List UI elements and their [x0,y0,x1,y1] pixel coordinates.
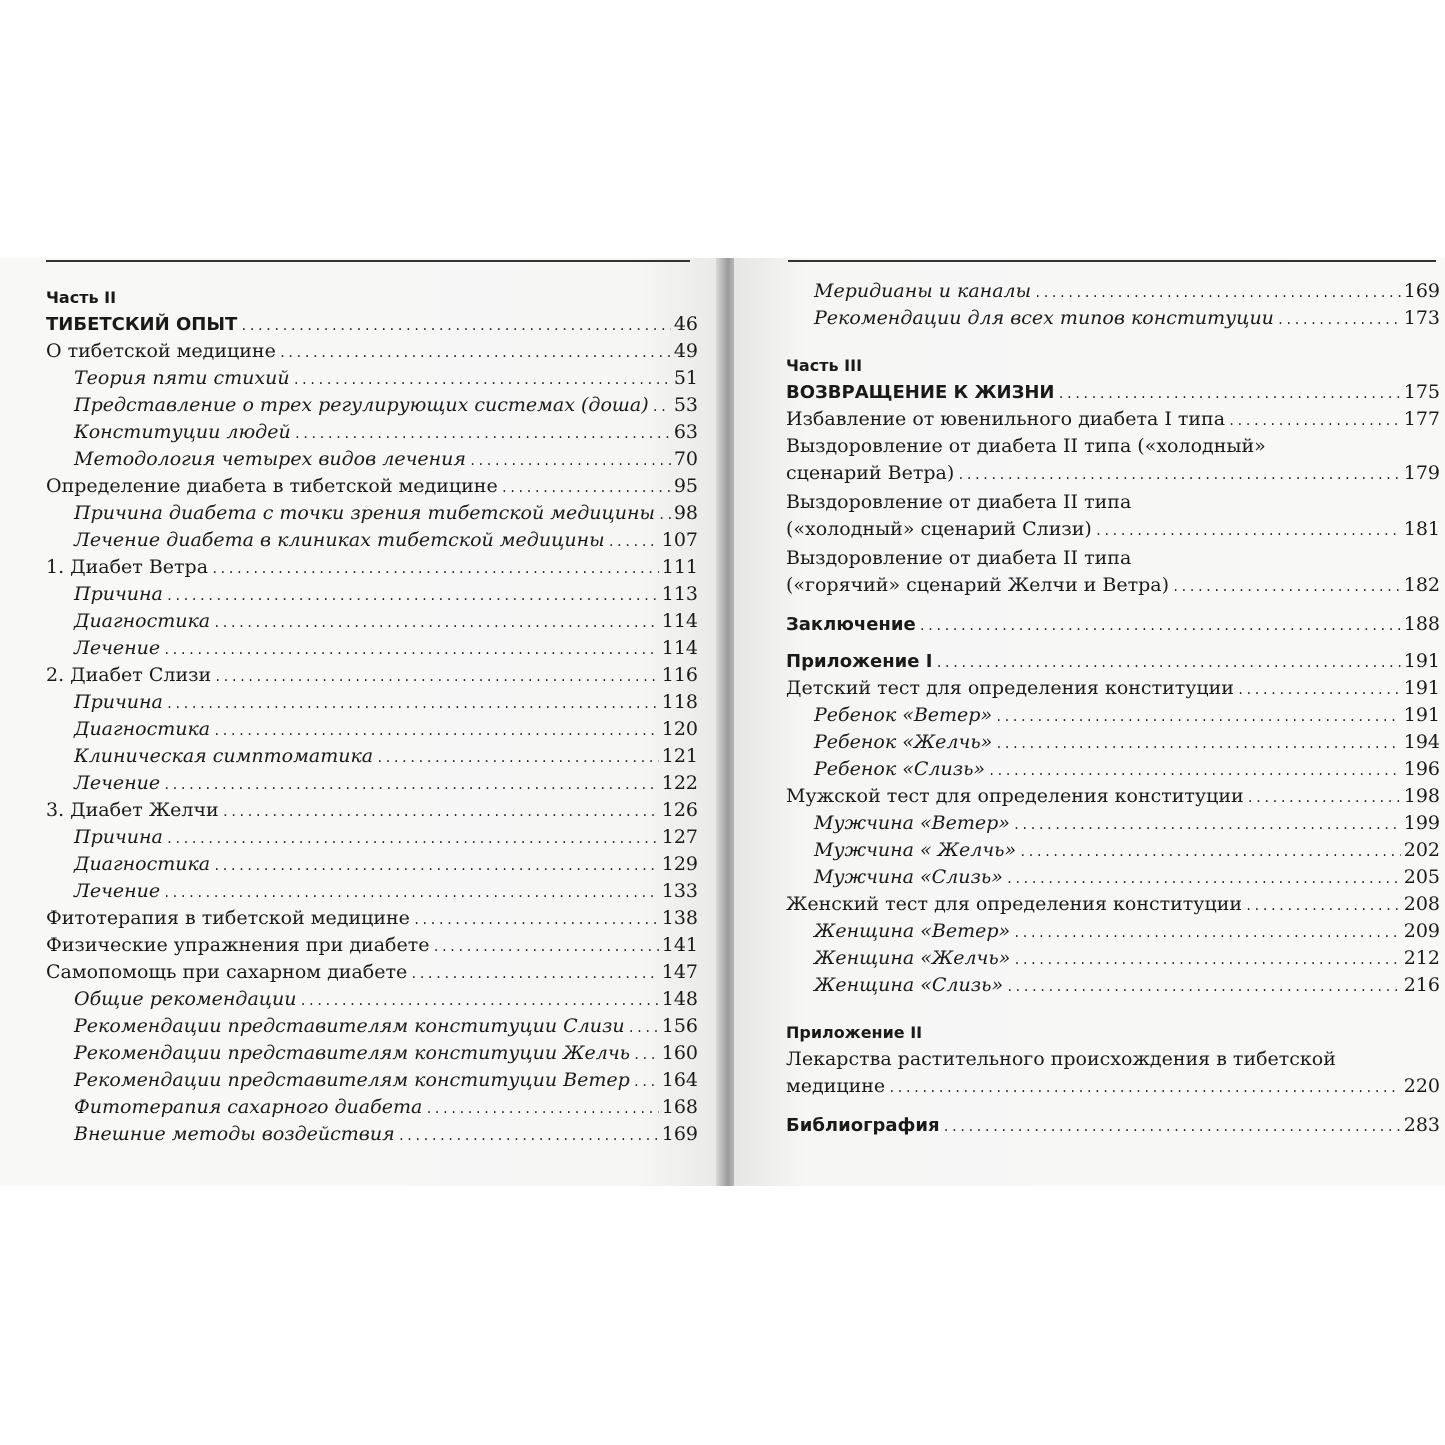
toc-entry-title: Внешние методы воздействия [74,1123,395,1145]
toc-page-number: 199 [1403,812,1440,834]
toc-page-number: 141 [661,934,698,956]
toc-page-number: 198 [1403,785,1440,807]
section-gap [786,601,1440,611]
dot-leader [166,583,659,610]
section-gap [786,332,1440,352]
toc-entry-title-continued: («горячий» сценарий Желчи и Ветра) [786,574,1170,596]
dot-leader [1277,307,1401,334]
toc-entry-title: Лечение диабета в клиниках тибетской медицины [74,529,605,551]
toc-entry [46,662,698,689]
dot-leader [1237,677,1401,704]
dot-leader [633,1042,659,1069]
toc-entry [786,545,1440,601]
dot-leader [1228,408,1401,435]
toc-entry-title: Самопомощь при сахарном диабете [46,961,408,983]
toc-entry-title-continued: медицине [786,1075,886,1097]
toc-entry [46,554,698,581]
dot-leader [1058,381,1401,408]
toc-page-number: 49 [673,340,698,362]
dot-leader [410,961,659,988]
toc-entry-line [786,460,1440,489]
toc-entry-title: Женский тест для определения конституции [786,893,1243,915]
toc-page-number: 216 [1403,974,1440,996]
toc-page-number: 169 [1403,280,1440,302]
toc-entry [46,878,698,905]
toc-entry-title: Мужской тест для определения конституции [786,785,1244,807]
toc-entry [46,743,698,770]
dot-leader [957,462,1400,489]
toc-page-number: 114 [661,610,698,632]
toc-page-number: 283 [1403,1114,1440,1136]
dot-leader [279,340,671,367]
toc-entry-title: Причина [74,826,163,848]
toc-entry-title: Рекомендации представителям конституции Ветер [74,1069,630,1091]
dot-leader [943,1114,1401,1141]
toc-entry-title: Часть II [46,288,117,307]
toc-page-number: 169 [661,1123,698,1145]
dot-leader [211,556,659,583]
toc-page-number: 51 [673,367,698,389]
toc-page-number: 53 [673,394,698,416]
toc-entry-line [786,1073,1440,1102]
toc-page-number: 191 [1403,677,1440,699]
table-of-contents-right [786,278,1440,1139]
dot-leader [995,704,1401,731]
toc-entry-title: Диагностика [74,853,211,875]
toc-entry [786,783,1440,810]
dot-leader [1006,866,1401,893]
toc-page-number: 95 [673,475,698,497]
toc-entry [786,648,1440,675]
toc-entry-title: Библиография [786,1115,940,1136]
dot-leader [501,475,671,502]
dot-leader [413,907,659,934]
toc-entry [786,489,1440,545]
toc-entry-title: Женщина «Ветер» [814,920,1011,942]
toc-entry-title: Ребенок «Ветер» [814,704,993,726]
dot-leader [935,650,1400,677]
toc-entry-title: Лекарства растительного происхождения в тибетской [786,1048,1336,1070]
toc-entry [46,500,698,527]
toc-entry [46,635,698,662]
toc-page-number: 63 [673,421,698,443]
header-rule [788,260,1436,262]
toc-entry [46,581,698,608]
toc-entry [46,338,698,365]
toc-page-number: 129 [661,853,698,875]
toc-entry [46,527,698,554]
toc-entry-title: Теория пяти стихий [74,367,290,389]
toc-page-number: 160 [661,1042,698,1064]
toc-entry-title: Меридианы и каналы [814,280,1032,302]
dot-leader [214,664,659,691]
toc-entry-line [786,516,1440,545]
dot-leader [1172,574,1401,601]
toc-entry [786,702,1440,729]
toc-entry [46,446,698,473]
toc-entry-title: Женщина «Слизь» [814,974,1004,996]
toc-entry-title: ТИБЕТСКИЙ ОПЫТ [46,314,238,335]
toc-entry [46,284,698,311]
section-gap [786,999,1440,1019]
toc-page-number: 164 [661,1069,698,1091]
toc-page-number: 107 [661,529,698,551]
toc-page-number: 181 [1403,518,1440,540]
dot-leader [293,367,671,394]
toc-page-number: 147 [661,961,698,983]
toc-entry [786,675,1440,702]
toc-entry-title: Диагностика [74,718,211,740]
toc-entry [46,797,698,824]
toc-page-number: 148 [661,988,698,1010]
toc-page-number: 98 [673,502,698,524]
toc-page-number: 120 [661,718,698,740]
toc-entry-title: Заключение [786,614,916,635]
toc-entry [786,611,1440,638]
dot-leader [608,529,659,556]
toc-entry-title: Приложение I [786,651,933,672]
section-gap [786,1102,1440,1112]
dot-leader [166,826,659,853]
dot-leader [213,718,659,745]
dot-leader [1013,920,1401,947]
toc-entry-title: Приложение II [786,1023,923,1042]
toc-entry-title-continued: («холодный» сценарий Слизи) [786,518,1092,540]
dot-leader [469,448,671,475]
toc-entry-title: Лечение [74,880,161,902]
dot-leader [240,313,671,340]
toc-entry-title: Выздоровление от диабета II типа [786,491,1132,513]
toc-entry-title: 1. Диабет Ветра [46,556,209,578]
toc-entry [46,392,698,419]
toc-entry-title: Выздоровление от диабета II типа («холодный» [786,435,1266,457]
toc-page-number: 182 [1403,574,1440,596]
toc-entry [786,810,1440,837]
dot-leader [995,731,1400,758]
toc-page-number: 220 [1403,1075,1440,1097]
toc-page-number: 138 [661,907,698,929]
toc-page-number: 205 [1403,866,1440,888]
toc-entry-title: ВОЗВРАЩЕНИЕ К ЖИЗНИ [786,382,1055,403]
toc-entry [786,945,1440,972]
dot-leader [166,691,659,718]
toc-entry-title: Причина диабета с точки зрения тибетской медицины [74,502,656,524]
toc-entry [786,756,1440,783]
dot-leader [888,1075,1401,1102]
dot-leader [658,502,671,529]
toc-entry-title: Лечение [74,637,161,659]
toc-entry-title: Мужчина «Слизь» [814,866,1003,888]
left-page [0,258,722,1186]
dot-leader [1245,893,1401,920]
toc-page-number: 202 [1403,839,1440,861]
toc-entry-title: Лечение [74,772,161,794]
toc-page-number: 111 [661,556,698,578]
dot-leader [222,799,659,826]
dot-leader [1006,974,1401,1001]
toc-entry-title: 3. Диабет Желчи [46,799,219,821]
toc-entry-title-continued: сценарий Ветра) [786,462,955,484]
toc-entry-title: Представление о трех регулирующих системах (доша) [74,394,649,416]
toc-page-number: 212 [1403,947,1440,969]
toc-entry [786,433,1440,489]
toc-entry-line [786,572,1440,601]
toc-entry-title: Клиническая симптоматика [74,745,374,767]
toc-entry-title: Ребенок «Желчь» [814,731,993,753]
toc-page-number: 188 [1403,613,1440,635]
toc-entry [46,419,698,446]
dot-leader [163,637,659,664]
dot-leader [1247,785,1401,812]
toc-page-number: 121 [661,745,698,767]
toc-entry [786,406,1440,433]
toc-page-number: 194 [1403,731,1440,753]
toc-entry-title: О тибетской медицине [46,340,276,362]
toc-entry [46,365,698,392]
toc-entry [46,473,698,500]
toc-entry-title: Мужчина « Желчь» [814,839,1017,861]
toc-entry [786,918,1440,945]
toc-entry [786,837,1440,864]
toc-entry-title: Определение диабета в тибетской медицине [46,475,498,497]
toc-entry [46,770,698,797]
toc-page-number: 196 [1403,758,1440,780]
toc-page-number: 208 [1403,893,1440,915]
dot-leader [1019,839,1401,866]
toc-entry-title: Методология четырех видов лечения [74,448,466,470]
toc-entry [786,891,1440,918]
toc-entry [786,352,1440,379]
toc-entry-title: Физические упражнения при диабете [46,934,430,956]
toc-entry-title: Часть III [786,356,863,375]
toc-entry [46,932,698,959]
toc-entry [46,905,698,932]
toc-page-number: 177 [1403,408,1440,430]
toc-entry [786,305,1440,332]
dot-leader [163,772,659,799]
toc-entry [46,851,698,878]
toc-page-number: 175 [1403,381,1440,403]
toc-page-number: 114 [661,637,698,659]
toc-entry [46,1094,698,1121]
toc-entry-title: Общие рекомендации [74,988,297,1010]
toc-page-number: 168 [661,1096,698,1118]
toc-entry-title: Причина [74,691,163,713]
dot-leader [425,1096,658,1123]
toc-page-number: 173 [1403,307,1440,329]
dot-leader [1095,518,1401,545]
toc-entry [46,608,698,635]
toc-page-number: 46 [673,313,698,335]
toc-page-number: 191 [1403,650,1440,672]
toc-entry [786,1046,1440,1102]
dot-leader [163,880,659,907]
dot-leader [1034,280,1401,307]
right-page [734,258,1445,1186]
toc-entry [46,986,698,1013]
toc-entry [786,972,1440,999]
toc-entry-title: Фитотерапия в тибетской медицине [46,907,410,929]
toc-entry-title: Выздоровление от диабета II типа [786,547,1132,569]
toc-entry-title: Причина [74,583,163,605]
toc-entry [46,1040,698,1067]
dot-leader [633,1069,659,1096]
toc-page-number: 122 [661,772,698,794]
dot-leader [988,758,1401,785]
dot-leader [398,1123,659,1150]
toc-entry [786,278,1440,305]
toc-entry [46,1013,698,1040]
toc-page-number: 191 [1403,704,1440,726]
toc-entry-title: 2. Диабет Слизи [46,664,212,686]
toc-entry [786,729,1440,756]
dot-leader [213,853,659,880]
toc-entry [46,824,698,851]
toc-page-number: 70 [673,448,698,470]
toc-entry [46,716,698,743]
toc-page-number: 116 [661,664,698,686]
toc-page-number: 126 [661,799,698,821]
toc-page-number: 156 [661,1015,698,1037]
table-of-contents-left [46,284,698,1148]
book-spread [0,258,1445,1186]
toc-entry-title: Рекомендации представителям конституции Слизи [74,1015,625,1037]
toc-entry-title: Фитотерапия сахарного диабета [74,1096,423,1118]
toc-entry [786,1112,1440,1139]
dot-leader [432,934,658,961]
toc-entry-title: Рекомендации для всех типов конституции [814,307,1274,329]
toc-entry-title: Диагностика [74,610,211,632]
toc-entry [46,1067,698,1094]
toc-page-number: 133 [661,880,698,902]
toc-entry-title: Детский тест для определения конституции [786,677,1234,699]
dot-leader [294,421,671,448]
dot-leader [919,613,1401,640]
toc-entry-title: Мужчина «Ветер» [814,812,1010,834]
toc-page-number: 113 [661,583,698,605]
dot-leader [376,745,659,772]
dot-leader [1013,947,1400,974]
toc-entry [46,959,698,986]
toc-page-number: 118 [661,691,698,713]
header-rule [46,260,690,262]
toc-entry [786,864,1440,891]
toc-entry-title: Ребенок «Слизь» [814,758,986,780]
toc-page-number: 209 [1403,920,1440,942]
toc-entry [786,1019,1440,1046]
toc-entry [46,1121,698,1148]
dot-leader [1013,812,1401,839]
toc-entry [786,379,1440,406]
toc-entry [46,689,698,716]
toc-entry-title: Избавление от ювенильного диабета I типа [786,408,1226,430]
toc-entry-title: Рекомендации представителям конституции Желчь [74,1042,631,1064]
toc-page-number: 179 [1403,462,1440,484]
dot-leader [300,988,659,1015]
dot-leader [628,1015,659,1042]
dot-leader [652,394,671,421]
toc-page-number: 127 [661,826,698,848]
toc-entry-title: Конституции людей [74,421,291,443]
dot-leader [213,610,659,637]
toc-entry [46,311,698,338]
toc-entry-title: Женщина «Желчь» [814,947,1011,969]
